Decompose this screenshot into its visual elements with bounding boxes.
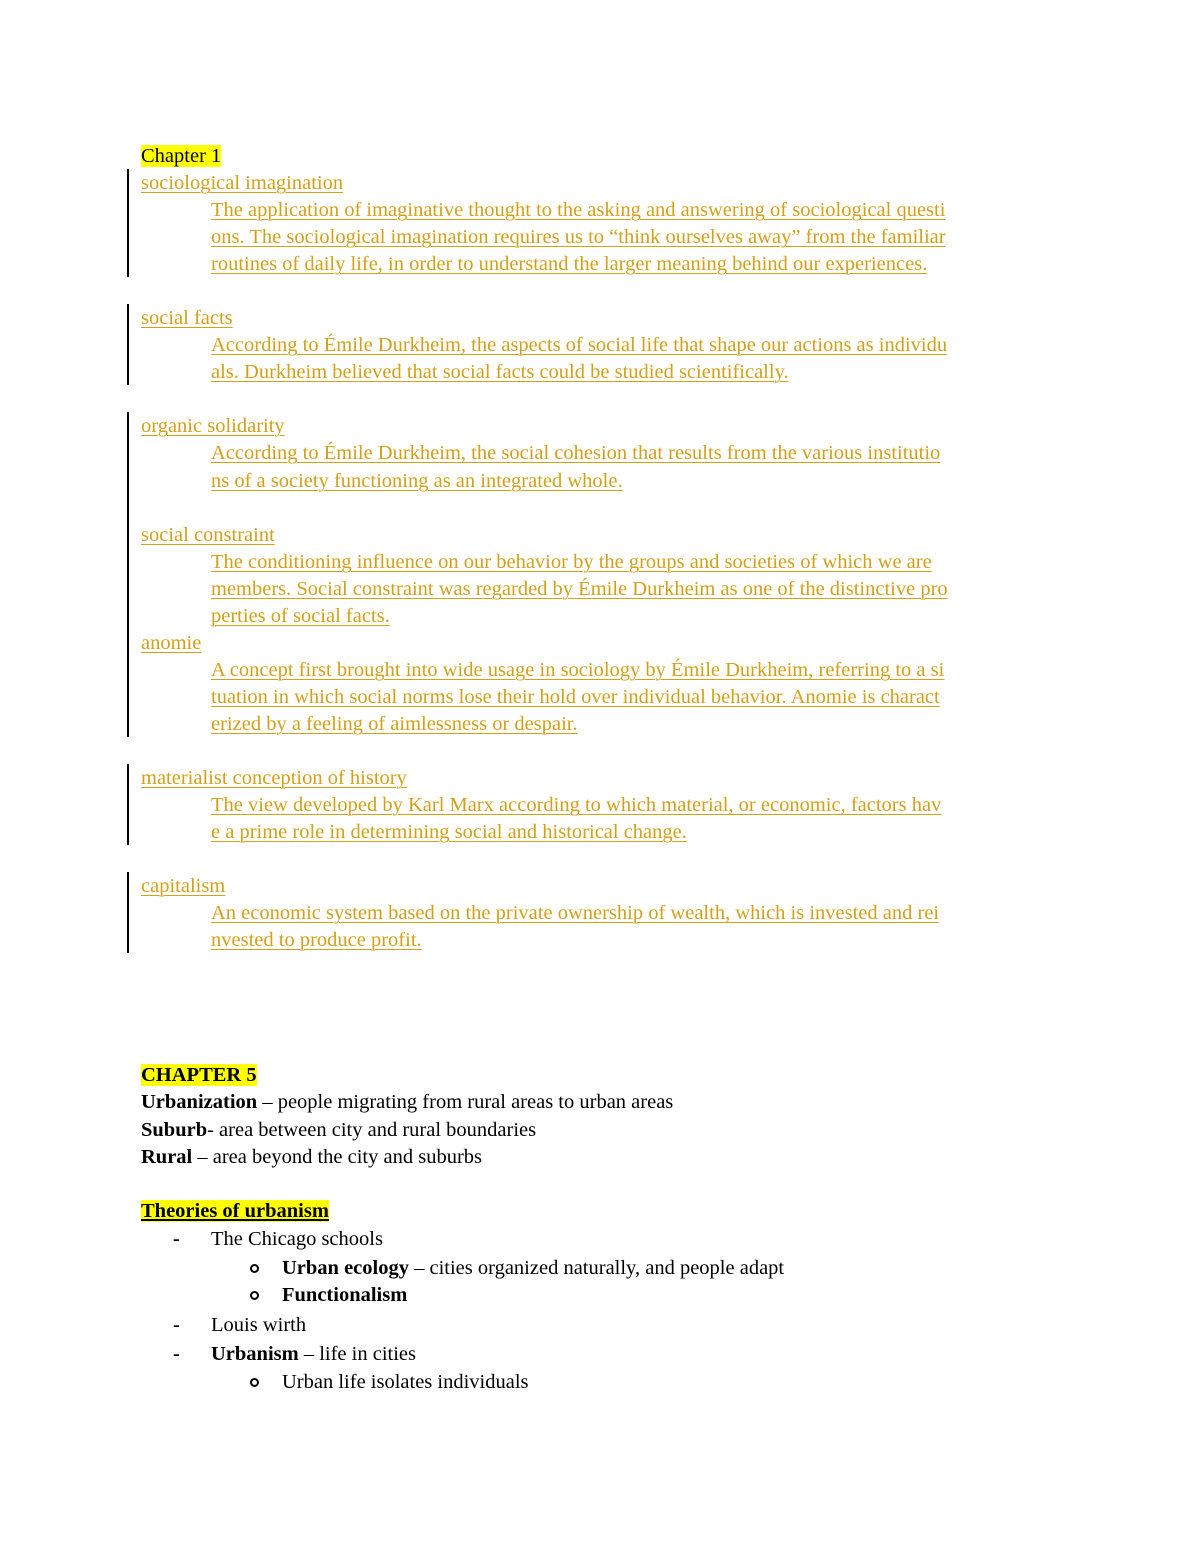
list-item: The Chicago schools (211, 1228, 383, 1250)
dash-bullet-icon: - (173, 1343, 180, 1365)
glossary-definition-line: The conditioning influence on our behavior by the groups and societies of which we are (211, 551, 932, 573)
chapter-5-heading (141, 1062, 257, 1089)
glossary-definition-line: members. Social constraint was regarded by Émile Durkheim as one of the distinctive pro (211, 578, 948, 600)
glossary-definition-line: perties of social facts. (211, 605, 390, 627)
glossary-term: capitalism (141, 875, 226, 897)
chapter-1-heading (141, 143, 221, 170)
circle-bullet-icon (250, 1264, 259, 1273)
glossary-term: social facts (141, 307, 233, 329)
glossary-term: materialist conception of history (141, 767, 407, 789)
chapter-5-heading-text: CHAPTER 5 (141, 1064, 257, 1086)
change-bar (127, 169, 129, 277)
glossary-definition-line: routines of daily life, in order to understand the larger meaning behind our experiences. (211, 253, 928, 275)
glossary-definition-line: erized by a feeling of aimlessness or despair. (211, 713, 578, 735)
glossary-definition-line: ns of a society functioning as an integrated whole. (211, 470, 623, 492)
glossary-definition-line: als. Durkheim believed that social facts could be studied scientifically. (211, 361, 789, 383)
list-item (211, 1341, 416, 1368)
definition-term: Urbanization (141, 1091, 258, 1113)
glossary-definition-line: According to Émile Durkheim, the aspects of social life that shape our actions as individu (211, 334, 948, 356)
list-item: Urban life isolates individuals (282, 1371, 529, 1393)
change-bar (127, 304, 129, 385)
chapter-1-heading-text: Chapter 1 (141, 145, 222, 167)
glossary-definition-line: A concept first brought into wide usage in sociology by Émile Durkheim, referring to a si (211, 659, 945, 681)
list-item-term: Urban ecology (282, 1257, 409, 1279)
circle-bullet-icon (250, 1291, 259, 1300)
list-item-term: Urbanism (211, 1343, 299, 1365)
glossary-definition-line: The view developed by Karl Marx according to which material, or economic, factors hav (211, 794, 942, 816)
theories-heading (141, 1198, 329, 1225)
definition-line (141, 1089, 673, 1116)
glossary-definition-line: An economic system based on the private ownership of wealth, which is invested and rei (211, 902, 940, 924)
list-item: Functionalism (282, 1284, 408, 1306)
circle-bullet-icon (250, 1378, 259, 1387)
definition-text: – people migrating from rural areas to urban areas (257, 1091, 674, 1113)
change-bar (127, 872, 129, 953)
glossary-definition-line: ons. The sociological imagination requires us to “think ourselves away” from the familiar (211, 226, 946, 248)
dash-bullet-icon: - (173, 1228, 180, 1250)
change-bar (127, 412, 129, 737)
list-item (282, 1255, 784, 1282)
definition-line (141, 1117, 536, 1144)
dash-bullet-icon: - (173, 1314, 180, 1336)
definition-line (141, 1144, 482, 1171)
definition-term: Suburb (141, 1119, 208, 1141)
glossary-definition-line: The application of imaginative thought to the asking and answering of sociological questi (211, 199, 946, 221)
glossary-term: anomie (141, 632, 202, 654)
glossary-definition-line: According to Émile Durkheim, the social cohesion that results from the various institutio (211, 442, 941, 464)
list-item: Louis wirth (211, 1314, 307, 1336)
glossary-definition-line: tuation in which social norms lose their hold over individual behavior. Anomie is charact (211, 686, 940, 708)
definition-text: - area between city and rural boundaries (207, 1119, 537, 1141)
glossary-term: organic solidarity (141, 415, 285, 437)
change-bar (127, 764, 129, 845)
glossary-term: social constraint (141, 524, 275, 546)
glossary-term: sociological imagination (141, 172, 344, 194)
glossary-definition-line: nvested to produce profit. (211, 929, 422, 951)
definition-term: Rural (141, 1146, 193, 1168)
list-item-text: – life in cities (298, 1343, 416, 1365)
theories-heading-text: Theories of urbanism (141, 1200, 329, 1222)
definition-text: – area beyond the city and suburbs (192, 1146, 483, 1168)
glossary-definition-line: e a prime role in determining social and historical change. (211, 821, 687, 843)
list-item-text: – cities organized naturally, and people adapt (408, 1257, 785, 1279)
